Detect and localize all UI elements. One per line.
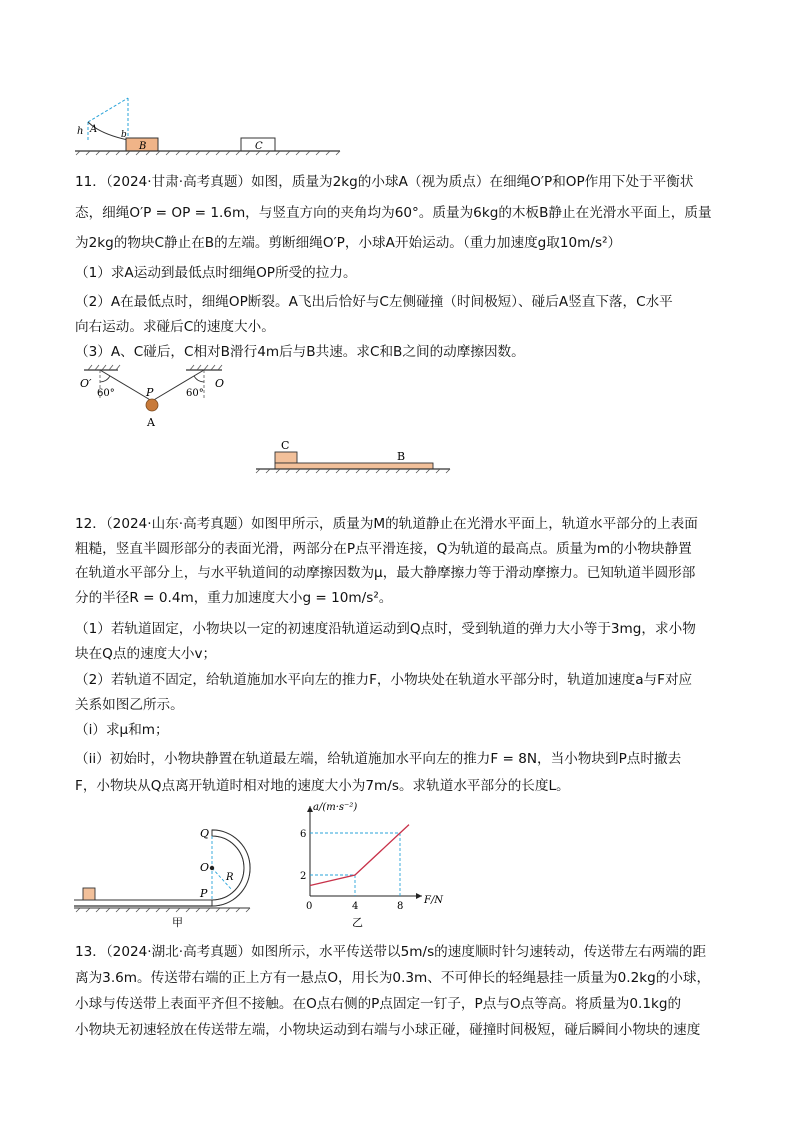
series-line-0 (310, 825, 409, 886)
label-B: B (139, 141, 147, 152)
q12-line-7: （2）若轨道不固定，给轨道施加水平向左的推力F，小物块处在轨道水平部分时，轨道加速度a与F对应 (75, 672, 693, 688)
label-R: R (226, 872, 234, 883)
label-O-prime: O′ (80, 377, 92, 390)
q11-line-2: 态，细绳O′P = OP = 1.6m，与竖直方向的夹角均为60°。质量为6kg的木板B静止在光滑水平面上，质量 (75, 205, 712, 221)
q13-line-3: 小球与传送带上表面平齐但不接触。在O点右侧的P点固定一钉子，P点与O点等高。将质量为0.1kg的 (75, 996, 682, 1012)
figure-top (0, 0, 800, 160)
q12-line-6: 块在Q点的速度大小v； (75, 646, 217, 662)
label-h: h (77, 126, 84, 137)
label-O-center: O (200, 861, 210, 874)
q12-line-8: 关系如图乙所示。 (75, 697, 184, 713)
caption-yi: 乙 (352, 916, 363, 929)
y-tick-label-1: 6 (300, 829, 307, 840)
q11-line-4: （1）求A运动到最低点时细绳OP所受的拉力。 (75, 265, 357, 281)
label-Q: Q (200, 827, 210, 840)
ball-A (146, 399, 158, 411)
chart-ylabel: a/(m·s⁻²) (313, 802, 358, 813)
q12-line-2: 粗糙，竖直半圆形部分的表面光滑，两部分在P点平滑连接，Q为轨道的最高点。质量为m的小物块静置 (75, 541, 692, 557)
q11-line-5: （2）A在最低点时，细绳OP断裂。A飞出后恰好与C左侧碰撞（时间极短）、碰后A竖直下落，C水平 (75, 294, 673, 310)
q12-line-9: （i）求μ和m； (75, 722, 169, 738)
label-P: P (146, 386, 154, 399)
q11-line-7: （3）A、C碰后，C相对B滑行4m后与B共速。求C和B之间的动摩擦因数。 (75, 344, 525, 360)
label-C: C (255, 141, 263, 152)
label-A-ball: A (147, 416, 155, 429)
chart-xlabel: F/N (424, 895, 444, 906)
x-tick-label-2: 8 (397, 901, 404, 912)
board-B (275, 463, 433, 469)
q12-line-11: F，小物块从Q点离开轨道时相对地的速度大小为7m/s。求轨道水平部分的长度L。 (75, 778, 570, 794)
q12-line-10: （ii）初始时，小物块静置在轨道最左端，给轨道施加水平向左的推力F = 8N，当小物块到P点时撤去 (75, 751, 682, 767)
q11-line-3: 为2kg的物块C静止在B的左端。剪断细绳O′P，小球A开始运动。（重力加速度g取10m/s²） (75, 235, 622, 251)
q11-line-6: 向右运动。求碰后C的速度大小。 (75, 319, 275, 335)
label-B-board: B (397, 450, 406, 463)
q12-line-4: 分的半径R = 0.4m，重力加速度大小g = 10m/s²。 (75, 590, 393, 606)
q12-line-3: 在轨道水平部分上，与水平轨道间的动摩擦因数为μ，最大静摩擦力等于滑动摩擦力。已知轨道半圆形部 (75, 565, 696, 581)
q12-line-5: （1）若轨道固定，小物块以一定的初速度沿轨道运动到Q点时，受到轨道的弹力大小等于3mg，求小物 (75, 621, 696, 637)
angle-left: 60° (97, 388, 115, 399)
q13-line-1: 13．（2024·湖北·高考真题）如图所示，水平传送带以5m/s的速度顺时针匀速转动，传送带左右两端的距 (75, 944, 707, 960)
x-tick-label-0: 0 (306, 901, 313, 912)
label-C-block: C (281, 439, 290, 452)
y-tick-label-0: 2 (300, 871, 307, 882)
block-C (275, 452, 297, 463)
label-P-point: P (200, 887, 208, 900)
x-tick-label-1: 4 (352, 901, 359, 912)
q13-line-2: 离为3.6m。传送带右端的正上方有一悬点O，用长为0.3m、不可伸长的轻绳悬挂一质量为0.2kg的小球， (75, 970, 711, 986)
q12-line-1: 12．（2024·山东·高考真题）如图甲所示，质量为M的轨道静止在光滑水平面上，轨道水平部分的上表面 (75, 516, 698, 532)
q13-line-4: 小物块无初速轻放在传送带左端，小物块运动到右端与小球正碰，碰撞时间极短，碰后瞬间小物块的速度 (75, 1022, 701, 1038)
label-A: A (90, 124, 98, 135)
label-b: b (121, 130, 127, 140)
label-O: O (215, 377, 225, 390)
q11-line-1: 11．（2024·甘肃·高考真题）如图，质量为2kg的小球A（视为质点）在细绳O′P和OP作用下处于平衡状 (75, 174, 694, 190)
figure-q12-yi-chart (0, 800, 800, 940)
caption-jia: 甲 (172, 916, 183, 929)
angle-right: 60° (186, 388, 204, 399)
figure-q11 (0, 360, 800, 500)
